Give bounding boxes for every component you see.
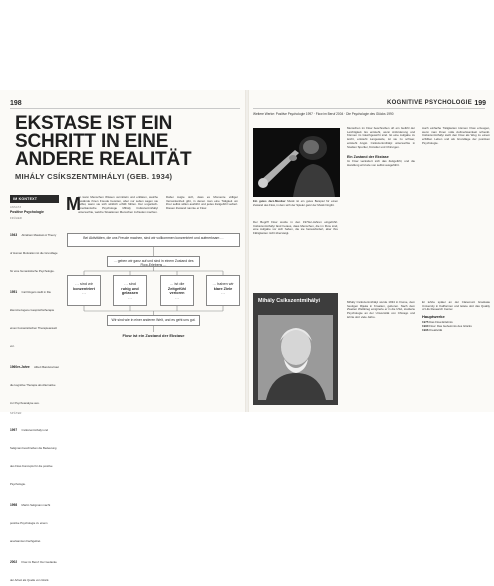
- item-keyword: klare Ziele: [213, 286, 233, 291]
- intro-column-2: [166, 196, 238, 230]
- flow-diagram: [67, 233, 240, 405]
- item-prefix: … sind wir: [75, 282, 93, 286]
- caption-text: [253, 200, 338, 207]
- works-line: [253, 112, 485, 116]
- conclusion-text: Flow ist ein Zustand der Ekstase: [122, 333, 185, 338]
- work-title: Flow: Das Geheimnis des Glücks: [429, 323, 472, 328]
- work-title: Das Flow-Erlebnis: [429, 320, 453, 325]
- running-title: KOGNITIVE PSYCHOLOGIE: [387, 100, 472, 106]
- context-year: 1943: [10, 233, 18, 237]
- context-label-after: SPÄTER: [10, 412, 22, 415]
- work-title: Kreativität: [429, 327, 443, 332]
- context-year: 1998: [10, 503, 18, 507]
- context-text: Carl Rogers stellt in Die klient-bezogene Gesprächstherapie einen humanistischen Therapieansatz vor.: [10, 290, 58, 348]
- item-prefix: … ist die: [169, 282, 185, 286]
- diagram-item: [67, 275, 101, 306]
- context-title: IM KONTEXT: [10, 195, 59, 203]
- context-entry: [10, 550, 59, 586]
- chapter-headline: EKSTASE IST EIN SCHRITT IN EINE ANDERE REALITÄT: [15, 113, 192, 170]
- context-entry: [10, 280, 59, 352]
- biography-text-b: Er lehrte später an der Claremont Graduate University in Kalifornien und leitete dort das Quality of Life Research Center.: [422, 300, 490, 312]
- book-spread: [0, 90, 494, 582]
- intro-text-2: Dabei zeigte sich, dass es Momente völliger Versunkenheit gibt, in denen man eine Tätigkeit um ihrer selbst willen ausführt und jedes Zeitgefühl verliert. Diesen Zustand nannte er Flow.: [166, 195, 238, 211]
- caption-title: Ein gutes Jazz-Musiker: [253, 199, 286, 203]
- biography-column-a: [347, 301, 415, 320]
- subheading: Ein Zustand der Ekstase: [347, 155, 389, 160]
- portrait-illustration: [258, 315, 333, 400]
- body-text-b: Menschen im Flow beschreiben oft ein Gefühl der Leichtigkeit. Es entsteht, wenn Anforderung und Können im Gleichgewicht sind. Ist eine Aufgabe zu leicht, entsteht Langeweile, ist sie zu schwer, entsteht Angst. Csíkszentmihályi untersuchte in Studien Sportler, Künstler und Chirurgen.: [347, 126, 415, 149]
- page-number-right: 199: [474, 100, 486, 107]
- item-suffix: …: [175, 295, 179, 300]
- item-keyword: Zeitgefühl verloren: [167, 286, 187, 296]
- diagram-item: [113, 275, 147, 306]
- context-text: Abraham Maslows A Theory of Human Motivation ist die Grundlage für eine humanistische Psychologie.: [10, 233, 58, 273]
- context-entry: [10, 493, 59, 547]
- item-keyword: konzentriert: [73, 286, 95, 291]
- intro-text-1: an kann Menschen Wissen vermitteln und erklären, welche Zustände ihnen Freude bereiten, aber nur selten sagen sie selbst, wann sie sich wirklich erfüllt fühlen. Der ungarisch-amerikanische Psychologe Mihály Csíkszentmihályi untersuchte, welche Situationen Menschen zufrieden machen.: [78, 195, 158, 214]
- item-suffix: …: [128, 295, 132, 300]
- diagram-box-top: Bei Aktivitäten, die uns Freude machen, sind wir vollkommen konzentriert und aufmerksam …: [67, 233, 240, 247]
- biography-column-b: [422, 301, 490, 332]
- diagram-box-bottom: Wir sind wie in einer anderen Welt, und es geht uns gut.: [107, 315, 200, 326]
- biography-text-a: Mihály Csíkszentmihályi wurde 1934 in Fiume, dem heutigen Rijeka in Kroatien, geboren. Nach dem Zweiten Weltkrieg emigrierte er in die USA, studierte Psychologie an der Universität von Chicago und lehrte dort viele Jahre.: [347, 300, 415, 319]
- diagram-item: [160, 275, 194, 306]
- context-label-direction: ANSATZ: [10, 206, 22, 209]
- body-text-c: Auch einfache Tätigkeiten können Flow erzeugen, wenn man ihnen volle Aufmerksamkeit schenkt. Csíkszentmihályi sieht den Flow als Weg zu einem erfüllten Leben und als Grundlage der positiven Psychologie.: [422, 126, 490, 145]
- context-sidebar: [10, 195, 60, 582]
- work-year: 1990: [422, 323, 429, 328]
- context-text: Martin Seligman macht positive Psychologie zu einem anerkannten Fachgebiet.: [10, 503, 51, 543]
- body-text-a: Der Begriff Flow wurde in den 1970er-Jahren eingeführt. Csíkszentmihályi fand heraus, dass Menschen, die im Flow sind, eine Aufgabe vor sich haben, die sie herausfordert, aber ihre Fähigkeiten nicht übersteigt.: [253, 220, 338, 236]
- context-entry: [10, 355, 59, 409]
- diagram-item: [206, 275, 240, 306]
- header-rule: [10, 108, 240, 109]
- body-text-b2: Im Flow verändert sich das Zeitgefühl, und die Handlung wird wie von selbst ausgeführt.: [347, 159, 415, 167]
- diagram-box-mid: … geben wir ganz auf und sind in einem Zustand des Flow-Erlebens …: [107, 256, 200, 267]
- drop-cap: M: [66, 194, 81, 214]
- item-suffix: …: [82, 291, 86, 296]
- item-suffix: …: [221, 291, 225, 296]
- context-year: 1997: [10, 428, 18, 432]
- item-prefix: … haben wir: [212, 282, 234, 286]
- page-number-left: 198: [10, 100, 22, 107]
- work-year: 1975: [422, 320, 429, 325]
- profile-title: Mihály Csíkszentmihályi: [258, 298, 321, 304]
- byline: MIHÁLY CSÍKSZENTMIHÁLYI (GEB. 1934): [15, 172, 173, 181]
- context-entry: [10, 223, 59, 277]
- musician-illustration: [253, 128, 340, 197]
- right-page: [247, 90, 494, 412]
- works-line-text: Weitere Werke: Positive Psychologie 1997 · Flow im Beruf 2004 · Die Psychologie des Glücks 1990: [253, 112, 394, 116]
- context-text: Albert Bandura baut die kognitive Therapie als Alternative zur Psychoanalyse aus.: [10, 365, 60, 405]
- photo-caption: [253, 200, 338, 207]
- header-rule: [253, 108, 485, 109]
- portrait-photo: [258, 315, 333, 400]
- text-column-c: [422, 127, 490, 146]
- left-page: [0, 90, 247, 582]
- context-direction: Positive Psychologie: [10, 210, 44, 214]
- work-year: 1996: [422, 327, 429, 332]
- context-text: Csíkszentmihályi und Seligman beschreiben die Bedeutung des Flow-Konzepts für die positive Psychologie.: [10, 428, 57, 486]
- item-prefix: … sind: [124, 282, 136, 286]
- profile-box: [253, 293, 338, 405]
- text-column-a: [253, 221, 338, 243]
- context-year: 1960er-Jahre: [10, 365, 30, 369]
- diagram-conclusion: [67, 333, 240, 338]
- intro-column-1: [78, 195, 158, 214]
- works-heading: Hauptwerke: [422, 314, 445, 320]
- text-column-b: [347, 127, 415, 168]
- work-entry: [422, 329, 490, 333]
- caption-body: Musik ist ein gutes Beispiel für einen Zustand des Flow, in dem sich der Spieler ganz der Musik hingibt.: [253, 199, 338, 207]
- item-keyword: ruhig und gelassen: [121, 286, 139, 296]
- jazz-musician-photo: [253, 128, 340, 197]
- context-text: Flow im Beruf: Der Gedanke der Arbeit als Quelle von Glück.: [10, 560, 57, 582]
- context-label-before: FRÜHER: [10, 217, 23, 220]
- context-entry: [10, 418, 59, 490]
- context-year: 2002: [10, 560, 18, 564]
- context-year: 1951: [10, 290, 18, 294]
